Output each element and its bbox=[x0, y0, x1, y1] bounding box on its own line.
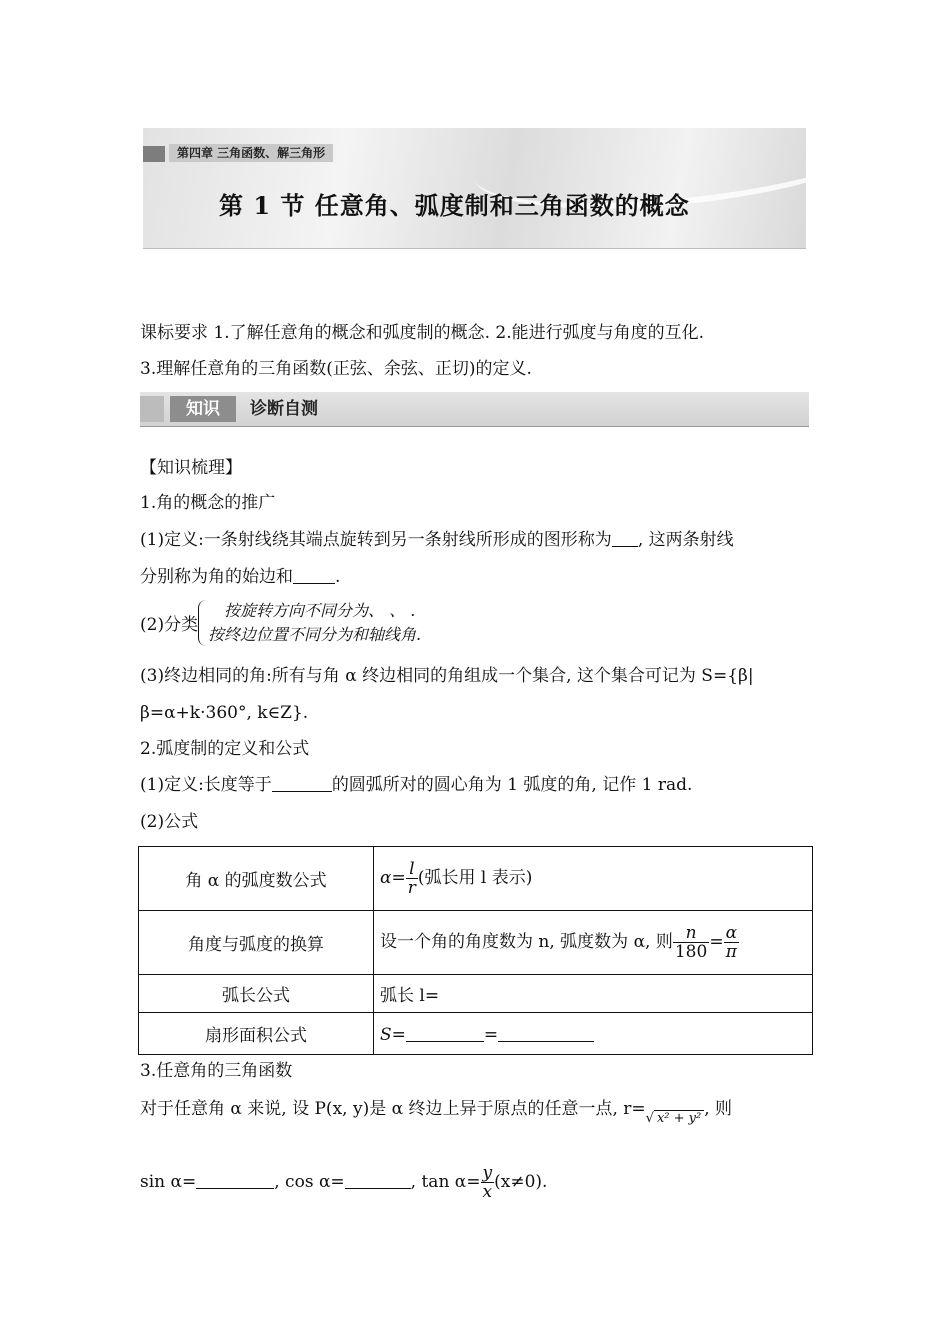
formula-content bbox=[374, 975, 813, 1013]
fraction bbox=[481, 1164, 495, 1201]
knowledge-tag: 知识 bbox=[170, 396, 236, 422]
answer-blank[interactable] bbox=[345, 1170, 411, 1189]
requirements-line-2: 3.理解任意角的三角函数(正弦、余弦、正切)的定义. bbox=[140, 359, 532, 379]
formula-text: 设一个角的角度数为 n, 弧度数为 α, 则 bbox=[380, 932, 673, 952]
radical-sign: √ bbox=[645, 1111, 654, 1126]
angle-def-text: . bbox=[335, 567, 341, 587]
answer-blank[interactable] bbox=[196, 1170, 274, 1189]
formula-name: 角度与弧度的换算 bbox=[139, 911, 374, 975]
formula-name: 扇形面积公式 bbox=[139, 1013, 374, 1055]
equals-sign: = bbox=[709, 932, 724, 952]
angle-def-text: 分别称为角的始边和 bbox=[140, 567, 293, 587]
fraction bbox=[724, 924, 739, 961]
answer-blank[interactable] bbox=[406, 1023, 484, 1042]
formula-name: 角 α 的弧度数公式 bbox=[139, 847, 374, 911]
answer-blank[interactable] bbox=[293, 565, 335, 584]
formula-text: α= bbox=[380, 868, 406, 888]
coterminal-line-1: (3)终边相同的角:所有与角 α 终边相同的角组成一个集合, 这个集合可记为 S={β| bbox=[140, 666, 754, 686]
sin-label: sin α= bbox=[140, 1172, 197, 1192]
fraction-numerator: α bbox=[725, 923, 738, 943]
requirements-line-1: 课标要求 1.了解任意角的概念和弧度制的概念. 2.能进行弧度与角度的互化. bbox=[140, 323, 705, 343]
section-title: 第 1 节 任意角、弧度制和三角函数的概念 bbox=[219, 191, 690, 220]
cos-label: , cos α= bbox=[274, 1172, 345, 1192]
formula-text: 弧长 l= bbox=[380, 986, 440, 1006]
fraction bbox=[406, 860, 418, 897]
formula-text: S= bbox=[380, 1024, 406, 1045]
table-row bbox=[139, 1013, 813, 1055]
fraction-denominator: x bbox=[482, 1182, 493, 1202]
angle-def-text: (1)定义:一条射线绕其端点旋转到另一条射线所形成的图形称为 bbox=[140, 530, 612, 550]
fraction-denominator: π bbox=[725, 942, 737, 962]
trig-functions bbox=[140, 1164, 547, 1201]
formula-content bbox=[374, 847, 813, 911]
classification-text: 和轴线角. bbox=[352, 625, 422, 644]
knowledge-heading: 【知识梳理】 bbox=[140, 458, 242, 478]
classification-rotation bbox=[224, 600, 415, 622]
radian-definition bbox=[140, 772, 692, 798]
fraction-denominator: 180 bbox=[674, 942, 708, 962]
tan-label: , tan α= bbox=[410, 1172, 481, 1192]
table-row bbox=[139, 847, 813, 911]
section3-title: 3.任意角的三角函数 bbox=[140, 1061, 293, 1081]
fraction bbox=[673, 924, 709, 961]
knowledge-subtitle: 诊断自测 bbox=[250, 399, 318, 419]
section1-title: 1.角的概念的推广 bbox=[140, 493, 276, 513]
classification-text: 按终边位置不同分为 bbox=[208, 625, 353, 644]
formula-text: = bbox=[483, 1024, 499, 1045]
radian-def-text: 的圆弧所对的圆心角为 1 弧度的角, 记作 1 rad. bbox=[331, 775, 693, 795]
table-row bbox=[139, 911, 813, 975]
angle-definition-line-1 bbox=[140, 527, 734, 553]
table-row bbox=[139, 975, 813, 1013]
chapter-banner bbox=[143, 128, 806, 249]
knowledge-bar bbox=[140, 392, 809, 427]
fraction-denominator: r bbox=[407, 878, 416, 898]
fraction-numerator: n bbox=[673, 924, 709, 943]
trig-def-text: , 则 bbox=[704, 1099, 733, 1119]
formula-label: (2)公式 bbox=[140, 812, 199, 832]
radian-def-text: (1)定义:长度等于 bbox=[140, 775, 272, 795]
answer-blank[interactable] bbox=[498, 1023, 594, 1042]
classification-text: 按旋转方向不同分为 bbox=[224, 601, 369, 620]
angle-definition-line-2 bbox=[140, 564, 340, 590]
sqrt-expression bbox=[646, 1106, 705, 1132]
tan-condition: (x≠0). bbox=[494, 1172, 548, 1192]
formula-name: 弧长公式 bbox=[139, 975, 374, 1013]
formula-content bbox=[374, 1013, 813, 1055]
formula-table bbox=[138, 846, 813, 1055]
formula-text: (弧长用 l 表示) bbox=[417, 868, 533, 888]
knowledge-bar-marker bbox=[140, 396, 164, 422]
trig-definition bbox=[140, 1096, 732, 1132]
classification-brace bbox=[198, 600, 207, 646]
trig-def-text: 对于任意角 α 来说, 设 P(x, y)是 α 终边上异于原点的任意一点, r= bbox=[140, 1099, 646, 1119]
banner-marker bbox=[143, 146, 165, 162]
classification-text: 、 、 . bbox=[368, 601, 416, 620]
chapter-label: 第四章 三角函数、解三角形 bbox=[169, 144, 333, 162]
answer-blank[interactable] bbox=[272, 773, 332, 792]
formula-content bbox=[374, 911, 813, 975]
section2-title: 2.弧度制的定义和公式 bbox=[140, 739, 310, 759]
fraction-numerator: y bbox=[482, 1163, 493, 1183]
angle-def-text: , 这两条射线 bbox=[637, 530, 734, 550]
classification-label: (2)分类 bbox=[140, 615, 199, 635]
classification-terminal bbox=[208, 624, 421, 646]
fraction-numerator: l bbox=[406, 860, 418, 879]
radicand: x² + y² bbox=[654, 1110, 704, 1126]
coterminal-line-2: β=α+k·360°, k∈Z}. bbox=[140, 703, 309, 723]
answer-blank[interactable] bbox=[612, 528, 638, 547]
